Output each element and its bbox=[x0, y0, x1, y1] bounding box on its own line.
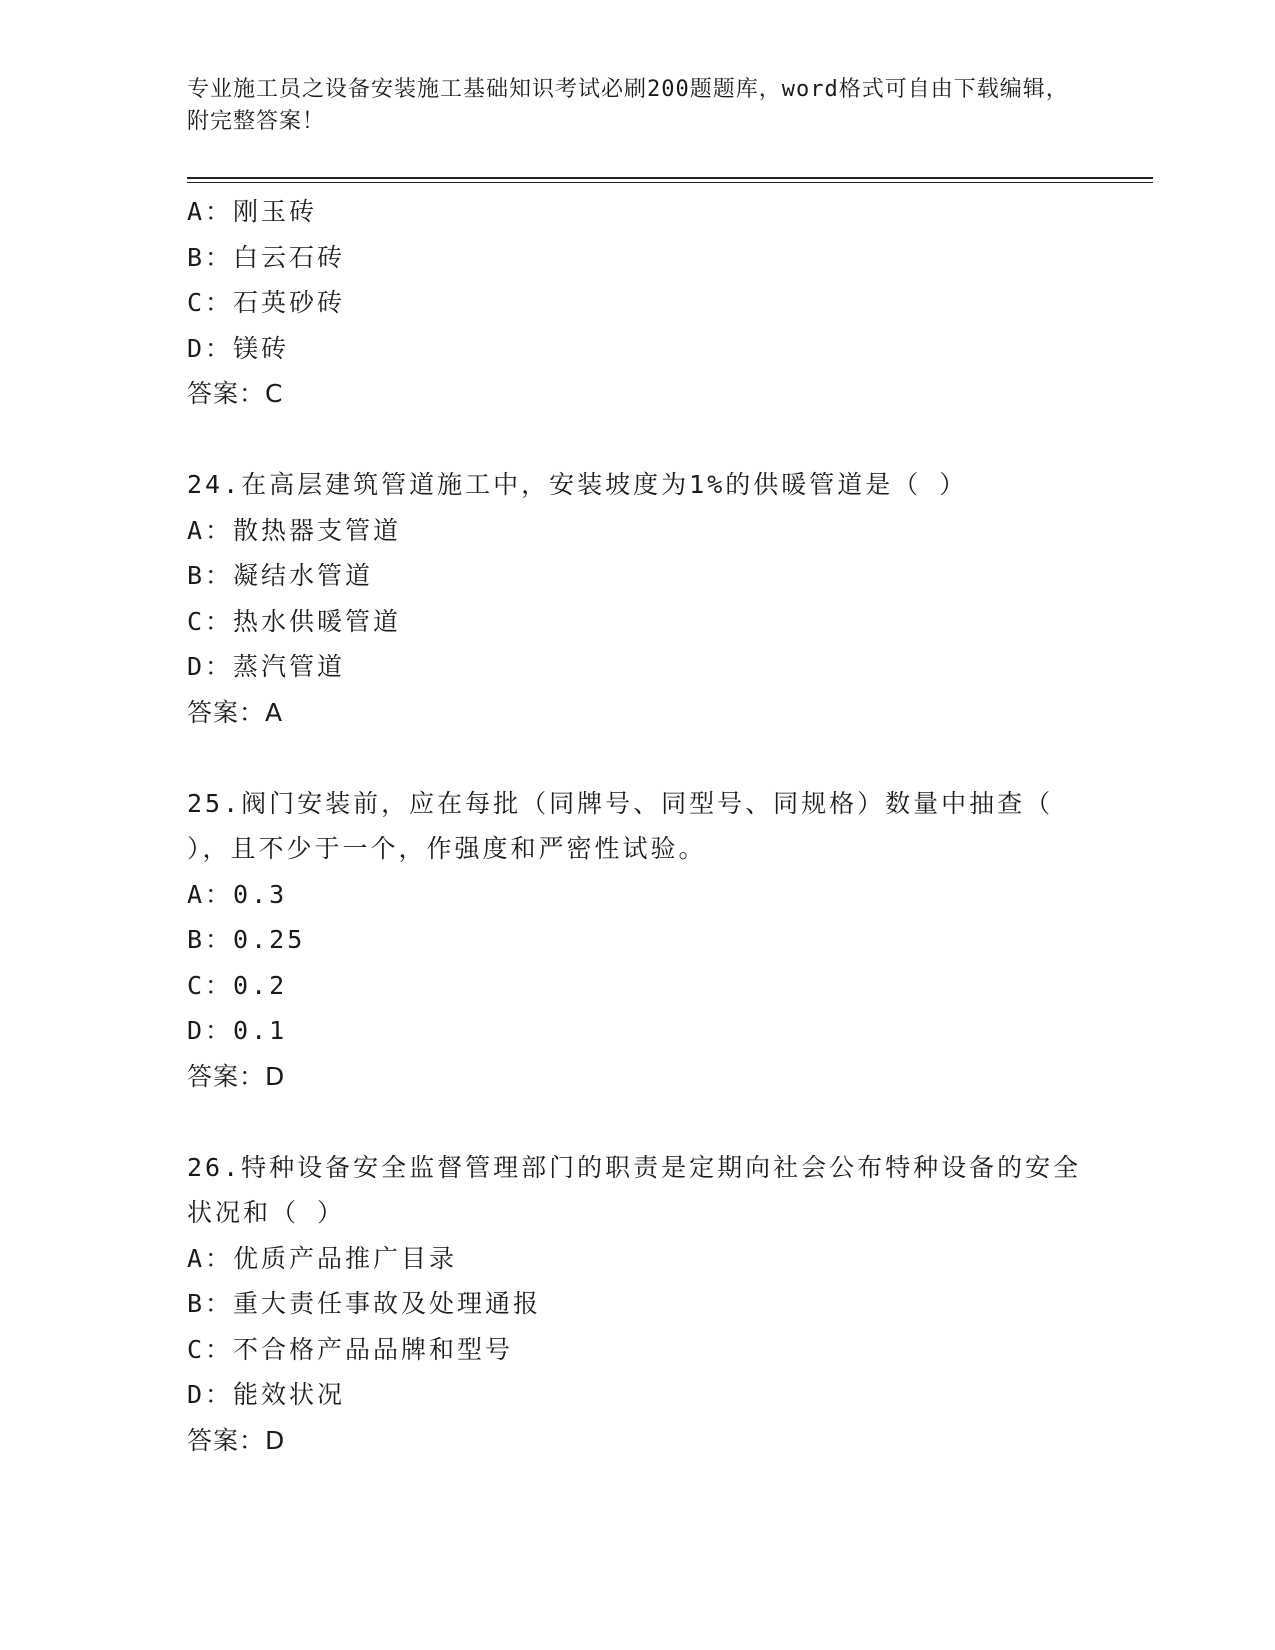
answer-line: 答案：D bbox=[187, 1061, 286, 1091]
option-d: D：0.1 bbox=[187, 1016, 288, 1045]
question-stem: 25.阀门安装前，应在每批（同牌号、同型号、同规格）数量中抽查（ ），且不少于一个，作强度和严密性试验。 bbox=[187, 788, 1054, 863]
question-list bbox=[187, 189, 1087, 1463]
option-a: A：散热器支管道 bbox=[187, 515, 402, 545]
option-b: B：重大责任事故及处理通报 bbox=[187, 1289, 542, 1318]
option-d: D：镁砖 bbox=[187, 333, 290, 363]
option-c: C：热水供暖管道 bbox=[187, 606, 402, 636]
option-a: A：刚玉砖 bbox=[187, 197, 318, 226]
option-a: A：0.3 bbox=[187, 879, 288, 909]
question-26 bbox=[187, 1145, 1087, 1464]
option-c: C：0.2 bbox=[187, 970, 288, 1000]
option-d: D：能效状况 bbox=[187, 1380, 346, 1409]
header-rule-thin bbox=[187, 182, 1153, 183]
option-b: B：0.25 bbox=[187, 925, 306, 954]
option-b: B：凝结水管道 bbox=[187, 561, 374, 590]
question-stem: 24.在高层建筑管道施工中，安装坡度为1%的供暖管道是（ ） bbox=[187, 470, 968, 499]
question-24 bbox=[187, 462, 1087, 735]
answer-line: 答案：C bbox=[187, 379, 284, 408]
question-25 bbox=[187, 781, 1087, 1100]
option-d: D：蒸汽管道 bbox=[187, 652, 346, 681]
question-23 bbox=[187, 189, 1087, 417]
option-c: C：不合格产品品牌和型号 bbox=[187, 1334, 514, 1364]
option-a: A：优质产品推广目录 bbox=[187, 1243, 458, 1273]
option-b: B：白云石砖 bbox=[187, 242, 346, 272]
header-rule-thick bbox=[187, 177, 1153, 179]
option-c: C：石英砂砖 bbox=[187, 288, 346, 317]
question-stem: 26.特种设备安全监督管理部门的职责是定期向社会公布特种设备的安全状况和（ ） bbox=[187, 1152, 1082, 1227]
answer-line: 答案：D bbox=[187, 1425, 286, 1455]
answer-line: 答案：A bbox=[187, 697, 284, 727]
document-title: 专业施工员之设备安装施工基础知识考试必刷200题题库，word格式可自由下载编辑，附完整答案！ bbox=[187, 77, 1069, 134]
